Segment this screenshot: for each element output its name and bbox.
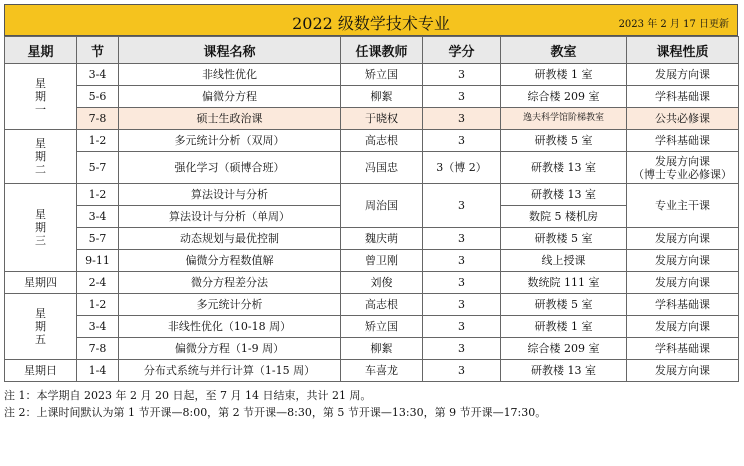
schedule-table: [4, 36, 739, 382]
footnote-2: 注 2：上课时间默认为第 1 节开课—8:00，第 2 节开课—8:30，第 5 节开课—13:30，第 9 节开课—17:30。: [4, 406, 547, 419]
day-cell-wednesday: 星 期 三: [5, 184, 77, 272]
course-cell: 多元统计分析: [119, 294, 341, 316]
credit-cell: 3: [423, 130, 501, 152]
room-cell: 研教楼 5 室: [501, 130, 627, 152]
type-cell: 发展方向课: [627, 64, 739, 86]
table-row: [5, 64, 739, 86]
period-cell: 7-8: [77, 338, 119, 360]
col-header-day: 星期: [5, 37, 77, 64]
type-cell: 发展方向课: [627, 360, 739, 382]
teacher-cell: 刘俊: [341, 272, 423, 294]
header-row: [5, 37, 739, 64]
period-cell: 1-4: [77, 360, 119, 382]
course-cell: 算法设计与分析: [119, 184, 341, 206]
table-row: [5, 228, 739, 250]
room-cell: 综合楼 209 室: [501, 86, 627, 108]
course-cell: 算法设计与分析（单周）: [119, 206, 341, 228]
credit-cell: 3: [423, 86, 501, 108]
course-cell: 硕士生政治课: [119, 108, 341, 130]
room-cell: 逸夫科学馆阶梯教室: [501, 108, 627, 130]
course-cell: 微分方程差分法: [119, 272, 341, 294]
credit-cell: 3: [423, 250, 501, 272]
period-cell: 9-11: [77, 250, 119, 272]
type-cell: 发展方向课: [627, 272, 739, 294]
table-row: [5, 360, 739, 382]
period-cell: 5-6: [77, 86, 119, 108]
teacher-cell: 高志根: [341, 130, 423, 152]
teacher-cell: 曾卫刚: [341, 250, 423, 272]
day-cell-monday: 星 期 一: [5, 64, 77, 130]
type-cell: 发展方向课: [627, 316, 739, 338]
period-cell: 2-4: [77, 272, 119, 294]
col-header-type: 课程性质: [627, 37, 739, 64]
course-cell: 非线性优化: [119, 64, 341, 86]
credit-cell: 3: [423, 184, 501, 228]
credit-cell: 3: [423, 272, 501, 294]
room-cell: 研教楼 13 室: [501, 360, 627, 382]
type-cell: 学科基础课: [627, 294, 739, 316]
schedule-document: [4, 4, 738, 421]
day-cell-friday: 星 期 五: [5, 294, 77, 360]
credit-cell: 3: [423, 360, 501, 382]
footnotes: [4, 387, 738, 421]
table-row: [5, 86, 739, 108]
period-cell: 3-4: [77, 64, 119, 86]
teacher-cell: 柳絮: [341, 338, 423, 360]
table-row: [5, 184, 739, 206]
table-row-highlighted: [5, 108, 739, 130]
type-cell: 公共必修课: [627, 108, 739, 130]
course-cell: 多元统计分析（双周）: [119, 130, 341, 152]
room-cell: 研教楼 5 室: [501, 228, 627, 250]
room-cell: 研教楼 13 室: [501, 152, 627, 184]
table-row: [5, 250, 739, 272]
type-cell: 发展方向课: [627, 228, 739, 250]
teacher-cell: 冯国忠: [341, 152, 423, 184]
period-cell: 5-7: [77, 152, 119, 184]
period-cell: 3-4: [77, 316, 119, 338]
course-cell: 强化学习（硕博合班）: [119, 152, 341, 184]
table-row: [5, 272, 739, 294]
teacher-cell: 车喜龙: [341, 360, 423, 382]
credit-cell: 3: [423, 228, 501, 250]
credit-cell: 3: [423, 294, 501, 316]
room-cell: 研教楼 5 室: [501, 294, 627, 316]
teacher-cell: 高志根: [341, 294, 423, 316]
course-cell: 偏微分方程（1-9 周）: [119, 338, 341, 360]
title-bar: [4, 4, 738, 36]
footnote-1: 注 1：本学期自 2023 年 2 月 20 日起，至 7 月 14 日结束，共计 21 周。: [4, 389, 372, 402]
teacher-cell: 于晓权: [341, 108, 423, 130]
document-title: 2022 级数学技术专业: [292, 14, 450, 33]
period-cell: 5-7: [77, 228, 119, 250]
room-cell: 数院 5 楼机房: [501, 206, 627, 228]
course-cell: 分布式系统与并行计算（1-15 周）: [119, 360, 341, 382]
type-cell: 学科基础课: [627, 86, 739, 108]
day-cell-thursday: 星期四: [5, 272, 77, 294]
room-cell: 综合楼 209 室: [501, 338, 627, 360]
day-cell-sunday: 星期日: [5, 360, 77, 382]
credit-cell: 3: [423, 64, 501, 86]
col-header-course: 课程名称: [119, 37, 341, 64]
period-cell: 1-2: [77, 184, 119, 206]
teacher-cell: 魏庆萌: [341, 228, 423, 250]
col-header-period: 节: [77, 37, 119, 64]
type-cell: 发展方向课 （博士专业必修课）: [627, 152, 739, 184]
course-cell: 非线性优化（10-18 周）: [119, 316, 341, 338]
credit-cell: 3: [423, 338, 501, 360]
period-cell: 1-2: [77, 294, 119, 316]
room-cell: 研教楼 13 室: [501, 184, 627, 206]
teacher-cell: 矫立国: [341, 64, 423, 86]
course-cell: 偏微分方程: [119, 86, 341, 108]
table-row: [5, 130, 739, 152]
period-cell: 7-8: [77, 108, 119, 130]
credit-cell: 3（博 2）: [423, 152, 501, 184]
type-cell: 专业主干课: [627, 184, 739, 228]
teacher-cell: 周治国: [341, 184, 423, 228]
table-row: [5, 316, 739, 338]
credit-cell: 3: [423, 108, 501, 130]
teacher-cell: 柳絮: [341, 86, 423, 108]
room-cell: 研教楼 1 室: [501, 64, 627, 86]
room-cell: 研教楼 1 室: [501, 316, 627, 338]
day-cell-tuesday: 星 期 二: [5, 130, 77, 184]
table-row: [5, 152, 739, 184]
col-header-room: 教室: [501, 37, 627, 64]
teacher-cell: 矫立国: [341, 316, 423, 338]
course-cell: 偏微分方程数值解: [119, 250, 341, 272]
period-cell: 1-2: [77, 130, 119, 152]
course-cell: 动态规划与最优控制: [119, 228, 341, 250]
update-date: 2023 年 2 月 17 日更新: [618, 19, 729, 30]
table-row: [5, 294, 739, 316]
credit-cell: 3: [423, 316, 501, 338]
type-cell: 学科基础课: [627, 130, 739, 152]
type-cell: 发展方向课: [627, 250, 739, 272]
table-row: [5, 338, 739, 360]
type-cell: 学科基础课: [627, 338, 739, 360]
room-cell: 线上授课: [501, 250, 627, 272]
period-cell: 3-4: [77, 206, 119, 228]
col-header-credit: 学分: [423, 37, 501, 64]
col-header-teacher: 任课教师: [341, 37, 423, 64]
room-cell: 数统院 111 室: [501, 272, 627, 294]
